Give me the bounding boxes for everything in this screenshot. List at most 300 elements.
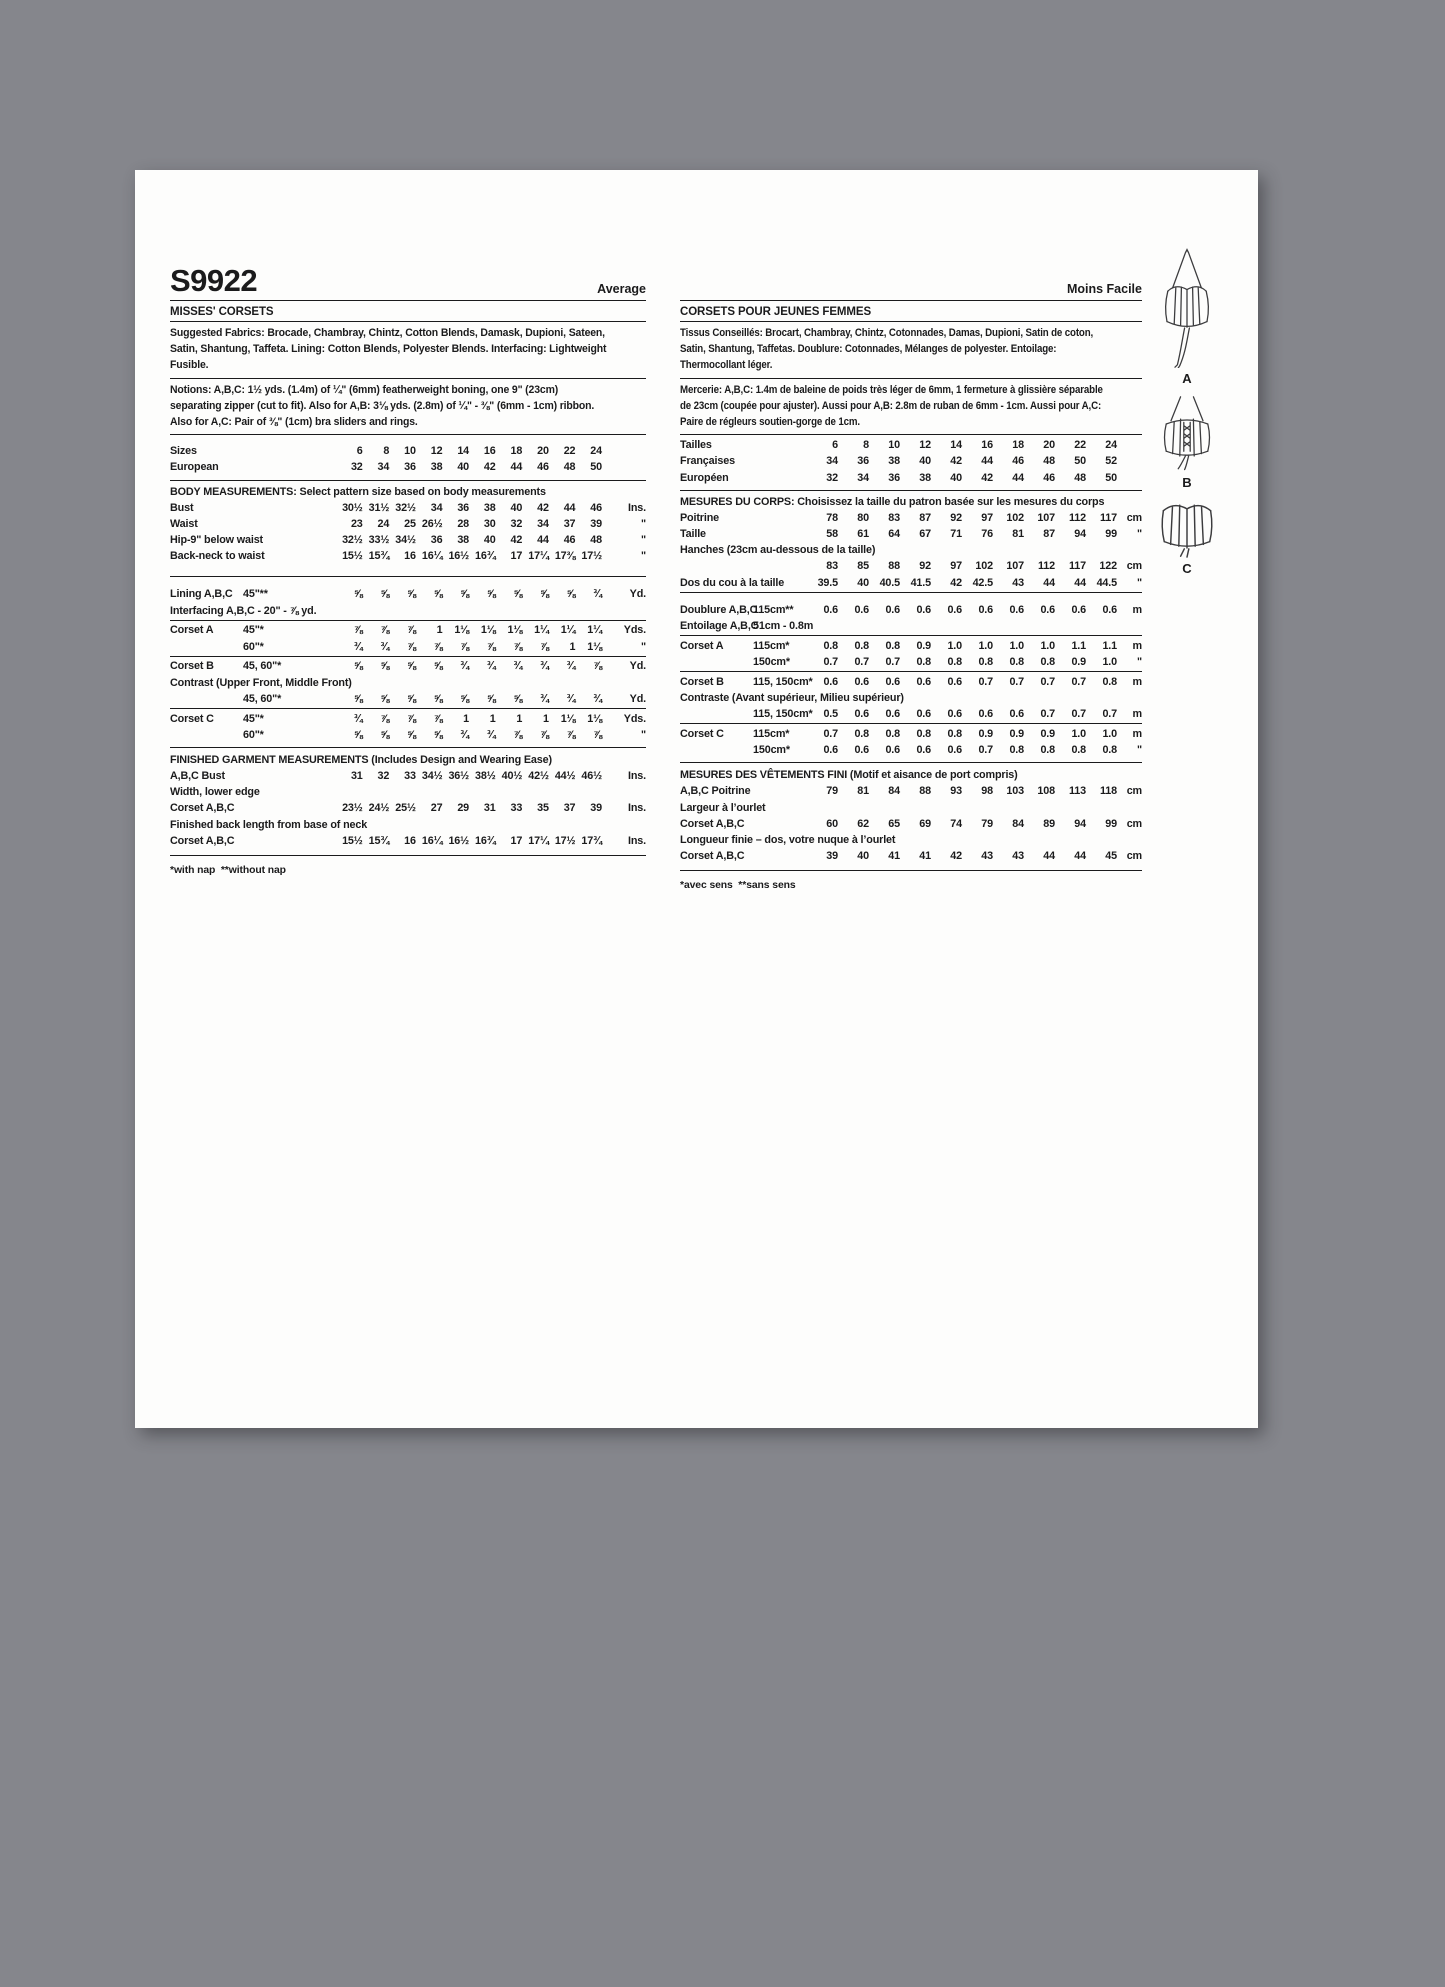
table-data-row: [170, 443, 646, 459]
section-divider: [170, 708, 646, 709]
size-value: 42½: [528, 770, 549, 783]
size-value: 36: [430, 534, 443, 547]
size-value: 16¾: [475, 834, 496, 847]
size-value: 0.6: [823, 744, 838, 757]
size-value: 0.6: [978, 603, 993, 616]
size-value: 36: [888, 471, 900, 484]
row-width-label: 45"**: [243, 588, 268, 601]
fr-yardage-table: [680, 592, 1142, 762]
size-value: 24: [590, 445, 602, 458]
size-value: 34: [377, 461, 390, 474]
fr-footnote-text: *avec sens **sans sens: [680, 880, 796, 892]
size-value: 1: [463, 712, 470, 725]
size-value: 88: [888, 560, 900, 573]
size-value: 0.9: [1071, 655, 1086, 668]
table-text-row: Paire de régleurs soutien-gorge de 1cm.: [680, 415, 860, 428]
french-header: [680, 256, 1142, 301]
size-value: 44: [510, 461, 523, 474]
size-value: 0.6: [916, 675, 931, 688]
size-value: 50: [1074, 455, 1086, 468]
row-spacer: [744, 816, 807, 832]
footnote: [170, 855, 646, 882]
size-value: 0.8: [854, 639, 869, 652]
size-value: 88: [919, 785, 931, 798]
size-value: 1¼: [587, 624, 602, 637]
table-data-row: [680, 602, 1142, 618]
size-value: 76: [981, 528, 993, 541]
size-value: 1.0: [947, 639, 962, 652]
fr-finished-measurements-table: [680, 762, 1142, 870]
size-value: ⅞: [353, 624, 363, 637]
size-value: ⅝: [486, 692, 496, 705]
size-value: 46: [1012, 455, 1024, 468]
row-label: Corset B: [170, 660, 214, 673]
row-label: Back-neck to waist: [170, 550, 265, 563]
row-label: European: [170, 461, 219, 474]
unit-label: m: [1132, 603, 1142, 616]
size-value: 16: [404, 550, 416, 563]
size-value: 81: [1012, 528, 1024, 541]
row-label: Corset C: [170, 712, 214, 725]
size-value: 37: [563, 517, 576, 530]
row-label: Corset A,B,C: [170, 802, 235, 815]
row-width-label: 115cm*: [753, 639, 790, 652]
unit-label: cm: [1126, 511, 1142, 524]
row-spacer: [214, 711, 336, 727]
size-value: 112: [1038, 560, 1055, 573]
table-data-row: [680, 575, 1142, 591]
unit-label: [1117, 470, 1142, 486]
row-width-label: 60"*: [243, 640, 264, 653]
table-data-row: [680, 674, 1142, 690]
size-value: 1.0: [1009, 639, 1024, 652]
size-value: 30½: [342, 501, 363, 514]
table-data-row: [170, 768, 646, 784]
size-value: 14: [950, 439, 962, 452]
size-value: 44: [563, 501, 576, 514]
size-value: 33½: [368, 534, 390, 547]
size-value: 64: [888, 528, 900, 541]
row-spacer: [219, 459, 336, 475]
size-value: ⅝: [406, 588, 416, 601]
size-value: ⅝: [513, 692, 523, 705]
size-value: 0.9: [978, 727, 993, 740]
size-value: 0.7: [1009, 675, 1024, 688]
unit-label: m: [1132, 675, 1142, 688]
table-text-row: Satin, Shantung, Taffetas. Doublure: Cotonnades, Mélanges de polyester. Entoilage:: [680, 343, 1057, 356]
table-text-row: Largeur à l’ourlet: [680, 801, 766, 814]
size-value: 1⅛: [507, 624, 523, 637]
size-value: 0.6: [1009, 603, 1024, 616]
size-value: ⅞: [380, 712, 390, 725]
size-value: 27: [430, 802, 443, 815]
size-value: 0.7: [978, 675, 993, 688]
row-label: Françaises: [680, 455, 735, 468]
size-value: 50: [590, 461, 602, 474]
size-value: 17⅜: [554, 550, 576, 563]
size-value: 89: [1043, 817, 1055, 830]
size-value: 17¾: [581, 834, 602, 847]
size-value: 0.6: [885, 603, 900, 616]
unit-label: ": [1137, 528, 1142, 541]
size-value: 118: [1100, 785, 1117, 798]
table-text-row: Longueur finie – dos, votre nuque à l’ourlet: [680, 834, 896, 847]
size-value: 35: [537, 802, 549, 815]
finished-measurements-table: [170, 747, 646, 855]
table-text-row: Contrast (Upper Front, Middle Front): [170, 676, 352, 689]
size-value: 44.5: [1096, 576, 1117, 589]
size-value: ⅞: [593, 660, 602, 673]
size-value: 16½: [448, 550, 470, 563]
row-spacer: [680, 558, 807, 574]
size-value: 74: [950, 817, 962, 830]
size-value: 40: [919, 455, 931, 468]
size-value: 38: [919, 471, 931, 484]
size-value: 0.6: [885, 708, 900, 721]
size-value: 46: [590, 501, 602, 514]
size-value: 0.6: [947, 675, 962, 688]
size-value: ⅝: [433, 588, 443, 601]
size-value: 1⅛: [587, 640, 602, 653]
size-value: 42: [510, 534, 523, 547]
row-spacer: [213, 622, 336, 638]
size-value: 79: [981, 817, 993, 830]
size-value: 38: [457, 534, 470, 547]
size-value: 34: [826, 455, 838, 468]
size-value: 122: [1099, 560, 1117, 573]
row-width-label: 45, 60"*: [243, 692, 282, 705]
view-c-label: C: [1182, 561, 1192, 576]
size-value: 0.6: [885, 744, 900, 757]
size-value: 28: [457, 517, 470, 530]
size-value: 102: [1006, 511, 1024, 524]
table-data-row: [170, 459, 646, 475]
size-value: 0.8: [916, 727, 931, 740]
size-value: 15½: [342, 834, 363, 847]
table-data-row: [170, 500, 646, 516]
size-value: 36: [404, 461, 416, 474]
row-spacer: [706, 526, 807, 542]
size-value: ⅞: [460, 640, 470, 653]
unit-label: cm: [1126, 817, 1142, 830]
size-value: 0.8: [1071, 744, 1086, 757]
size-value: 97: [950, 560, 962, 573]
size-value: ⅝: [406, 728, 416, 741]
fr-footnote: [680, 870, 1142, 897]
table-data-row: [680, 453, 1142, 469]
row-label: Corset C: [680, 727, 724, 740]
table-data-row: [680, 437, 1142, 453]
size-value: ¾: [513, 660, 523, 673]
unit-label: ": [641, 640, 646, 653]
size-value: 22: [1074, 439, 1086, 452]
size-value: 0.8: [1102, 675, 1117, 688]
size-value: 37: [563, 802, 576, 815]
row-label: Corset A: [170, 624, 214, 637]
size-value: ⅞: [406, 712, 416, 725]
size-value: 10: [888, 439, 900, 452]
table-data-row: [680, 654, 1142, 670]
pattern-sheet-page: [135, 170, 1258, 1428]
size-value: 94: [1074, 817, 1086, 830]
row-spacer: [234, 800, 336, 816]
size-value: 45: [1105, 850, 1117, 863]
size-value: ⅝: [380, 692, 390, 705]
size-value: 52: [1105, 455, 1117, 468]
table-data-row: [170, 658, 646, 674]
view-a-illustration: [1145, 248, 1229, 386]
size-value: 46: [563, 534, 576, 547]
size-value: 33: [404, 770, 416, 783]
size-value: 40: [857, 576, 869, 589]
unit-label: ": [1137, 576, 1142, 589]
view-c-illustration: [1145, 498, 1229, 576]
size-value: 0.6: [947, 603, 962, 616]
size-value: 0.8: [854, 727, 869, 740]
table-data-row: [170, 548, 646, 564]
row-label: Doublure A,B,C: [680, 603, 758, 616]
corset-view-b-drawing: [1154, 392, 1220, 472]
size-value: ⅞: [593, 728, 602, 741]
row-width-label: 115, 150cm*: [753, 708, 813, 721]
fr-size-table: [680, 434, 1142, 490]
table-data-row: [680, 510, 1142, 526]
size-value: 1: [436, 624, 443, 637]
size-value: 84: [888, 785, 900, 798]
size-value: 17: [510, 550, 523, 563]
size-value: 1.1: [1102, 639, 1117, 652]
size-value: 85: [857, 560, 869, 573]
section-divider: [680, 635, 1142, 636]
size-value: 38½: [475, 770, 496, 783]
size-value: 15½: [342, 550, 363, 563]
fr-suggested-fabrics: [680, 322, 1142, 378]
unit-label: ": [641, 534, 646, 547]
row-spacer: [197, 443, 336, 459]
size-value: 44: [1012, 471, 1024, 484]
size-value: 16¼: [421, 834, 443, 847]
size-value: 16: [483, 445, 496, 458]
row-label: Corset A,B,C: [170, 834, 235, 847]
row-label: Bust: [170, 501, 194, 514]
size-value: 99: [1105, 817, 1117, 830]
table-text-row: Hanches (23cm au-dessous de la taille): [680, 544, 876, 557]
size-value: 0.9: [1009, 727, 1024, 740]
size-value: ⅝: [486, 588, 496, 601]
size-value: ¾: [353, 712, 363, 725]
size-value: ⅝: [433, 728, 443, 741]
size-value: 32½: [342, 534, 363, 547]
size-value: 15¾: [368, 834, 390, 847]
row-label: A,B,C Poitrine: [680, 785, 751, 798]
unit-label: Yds.: [623, 624, 646, 637]
table-data-row: [680, 638, 1142, 654]
row-spacer: [735, 453, 807, 469]
unit-label: ": [641, 728, 646, 741]
unit-label: [1117, 453, 1142, 469]
size-value: 87: [919, 511, 931, 524]
size-value: 40.5: [879, 576, 900, 589]
size-value: 43: [1012, 576, 1024, 589]
table-data-row: [680, 706, 1142, 722]
size-value: 67: [919, 528, 931, 541]
size-value: 12: [430, 445, 443, 458]
size-value: 39: [590, 802, 602, 815]
unit-label: m: [1132, 639, 1142, 652]
size-value: 1: [542, 712, 549, 725]
size-value: 108: [1037, 785, 1055, 798]
table-data-row: [680, 848, 1142, 864]
size-value: ⅞: [406, 624, 416, 637]
size-value: ⅝: [353, 588, 363, 601]
section-heading: MESURES DU CORPS: Choisissez la taille du patron basée sur les mesures du corps: [680, 495, 1105, 508]
unit-label: Ins.: [628, 834, 646, 847]
section-heading: MESURES DES VÊTEMENTS FINI (Motif et aisance de port compris): [680, 769, 1018, 782]
size-value: ⅝: [406, 692, 416, 705]
size-value: ⅞: [513, 640, 523, 653]
size-value: 1.0: [1040, 639, 1055, 652]
unit-label: [602, 443, 646, 459]
table-data-row: [680, 526, 1142, 542]
size-value: 0.6: [916, 708, 931, 721]
size-value: 24: [1105, 439, 1117, 452]
size-value: 0.6: [823, 603, 838, 616]
unit-label: ": [1137, 655, 1142, 668]
table-text-row: Finished back length from base of neck: [170, 818, 368, 831]
table-data-row: [170, 639, 646, 655]
size-value: 16: [981, 439, 993, 452]
size-value: ⅝: [380, 728, 390, 741]
size-value: ⅝: [566, 588, 576, 601]
table-text-row: de 23cm (coupée pour ajuster). Aussi pour A,B: 2.8m de ruban de 6mm - 1cm. Aussi pour A,C:: [680, 399, 1102, 412]
size-value: 6: [356, 445, 363, 458]
unit-label: [1117, 437, 1142, 453]
row-label: Européen: [680, 471, 729, 484]
row-label: Hip-9" below waist: [170, 534, 264, 547]
size-value: 84: [1012, 817, 1024, 830]
size-value: 42: [950, 576, 962, 589]
size-value: 40: [857, 850, 869, 863]
size-value: 43: [1012, 850, 1024, 863]
table-text-row: Contraste (Avant supérieur, Milieu supérieur): [680, 691, 904, 704]
unit-label: Yds.: [623, 712, 646, 725]
row-width-label: 45"*: [243, 624, 264, 637]
size-value: 32: [826, 471, 838, 484]
row-label: Waist: [170, 517, 198, 530]
size-value: 71: [950, 528, 962, 541]
size-value: 78: [826, 511, 838, 524]
difficulty-label: Average: [597, 282, 646, 296]
size-value: 65: [888, 817, 900, 830]
size-value: 0.6: [1102, 603, 1117, 616]
size-value: 16¼: [421, 550, 443, 563]
size-value: 0.7: [978, 744, 993, 757]
row-width-label: 60"*: [243, 728, 264, 741]
size-value: ⅝: [539, 588, 549, 601]
size-value: 50: [1105, 471, 1117, 484]
size-value: 17: [510, 834, 523, 847]
size-value: 23: [350, 517, 363, 530]
size-value: 0.7: [854, 655, 869, 668]
size-value: 39: [826, 850, 838, 863]
size-value: 0.6: [978, 708, 993, 721]
table-data-row: [170, 711, 646, 727]
view-a-label: A: [1182, 371, 1192, 386]
size-value: 81: [857, 785, 869, 798]
corset-view-a-drawing: [1154, 248, 1220, 368]
size-value: 0.8: [1040, 655, 1055, 668]
size-value: 40: [510, 501, 523, 514]
size-value: 92: [950, 511, 962, 524]
size-value: 48: [1074, 471, 1086, 484]
row-spacer: [225, 768, 336, 784]
size-value: 44: [981, 455, 993, 468]
unit-label: Ins.: [628, 802, 646, 815]
garment-title: MISSES' CORSETS: [170, 301, 646, 322]
size-value: 0.6: [823, 675, 838, 688]
section-divider: [680, 723, 1142, 724]
size-value: 32: [510, 517, 523, 530]
size-table: [170, 434, 646, 479]
row-spacer: [729, 470, 807, 486]
size-value: 1⅛: [454, 624, 470, 637]
size-value: ¾: [486, 728, 496, 741]
size-value: 20: [1043, 439, 1055, 452]
table-text-row: Satin, Shantung, Taffeta. Lining: Cotton Blends, Polyester Blends. Interfacing: Lightweight: [170, 343, 607, 356]
size-value: 22: [563, 445, 576, 458]
size-value: 1⅛: [587, 712, 602, 725]
size-value: 29: [457, 802, 470, 815]
size-value: 0.6: [854, 708, 869, 721]
row-label: Corset A,B,C: [680, 817, 745, 830]
size-value: ⅞: [486, 640, 496, 653]
size-value: 0.7: [885, 655, 900, 668]
size-value: 33: [510, 802, 523, 815]
suggested-fabrics: [170, 322, 646, 378]
unit-label: Yd.: [629, 588, 646, 601]
size-value: 48: [563, 461, 576, 474]
section-divider: [170, 620, 646, 621]
size-value: ⅝: [353, 692, 363, 705]
table-text-row: Notions: A,B,C: 1½ yds. (1.4m) of ¼" (6mm) featherweight boning, one 9" (23cm): [170, 383, 559, 396]
size-value: 44: [1043, 576, 1055, 589]
table-text-row: Also for A,C: Pair of ⅜" (1cm) bra sliders and rings.: [170, 415, 418, 428]
size-value: 42: [950, 850, 962, 863]
row-label: Poitrine: [680, 511, 719, 524]
size-value: 26½: [421, 517, 443, 530]
view-b-illustration: [1145, 392, 1229, 490]
table-text-row: Fusible.: [170, 359, 209, 372]
size-value: ⅞: [433, 712, 443, 725]
size-value: 32: [377, 770, 390, 783]
size-value: 0.9: [916, 639, 931, 652]
size-value: 38: [483, 501, 496, 514]
table-data-row: [680, 470, 1142, 486]
unit-label: Yd.: [629, 692, 646, 705]
size-value: 103: [1006, 785, 1024, 798]
table-text-row: Suggested Fabrics: Brocade, Chambray, Chintz, Cotton Blends, Damask, Dupioni, Sateen,: [170, 327, 605, 339]
size-value: ⅝: [380, 588, 390, 601]
size-value: 0.6: [1071, 603, 1086, 616]
size-value: 0.6: [885, 675, 900, 688]
size-value: ⅝: [353, 660, 363, 673]
unit-label: ": [641, 550, 646, 563]
size-value: 0.7: [1102, 708, 1117, 721]
size-value: 0.8: [1040, 744, 1055, 757]
unit-label: m: [1132, 708, 1142, 721]
english-header: [170, 256, 646, 301]
size-value: 16: [404, 834, 416, 847]
